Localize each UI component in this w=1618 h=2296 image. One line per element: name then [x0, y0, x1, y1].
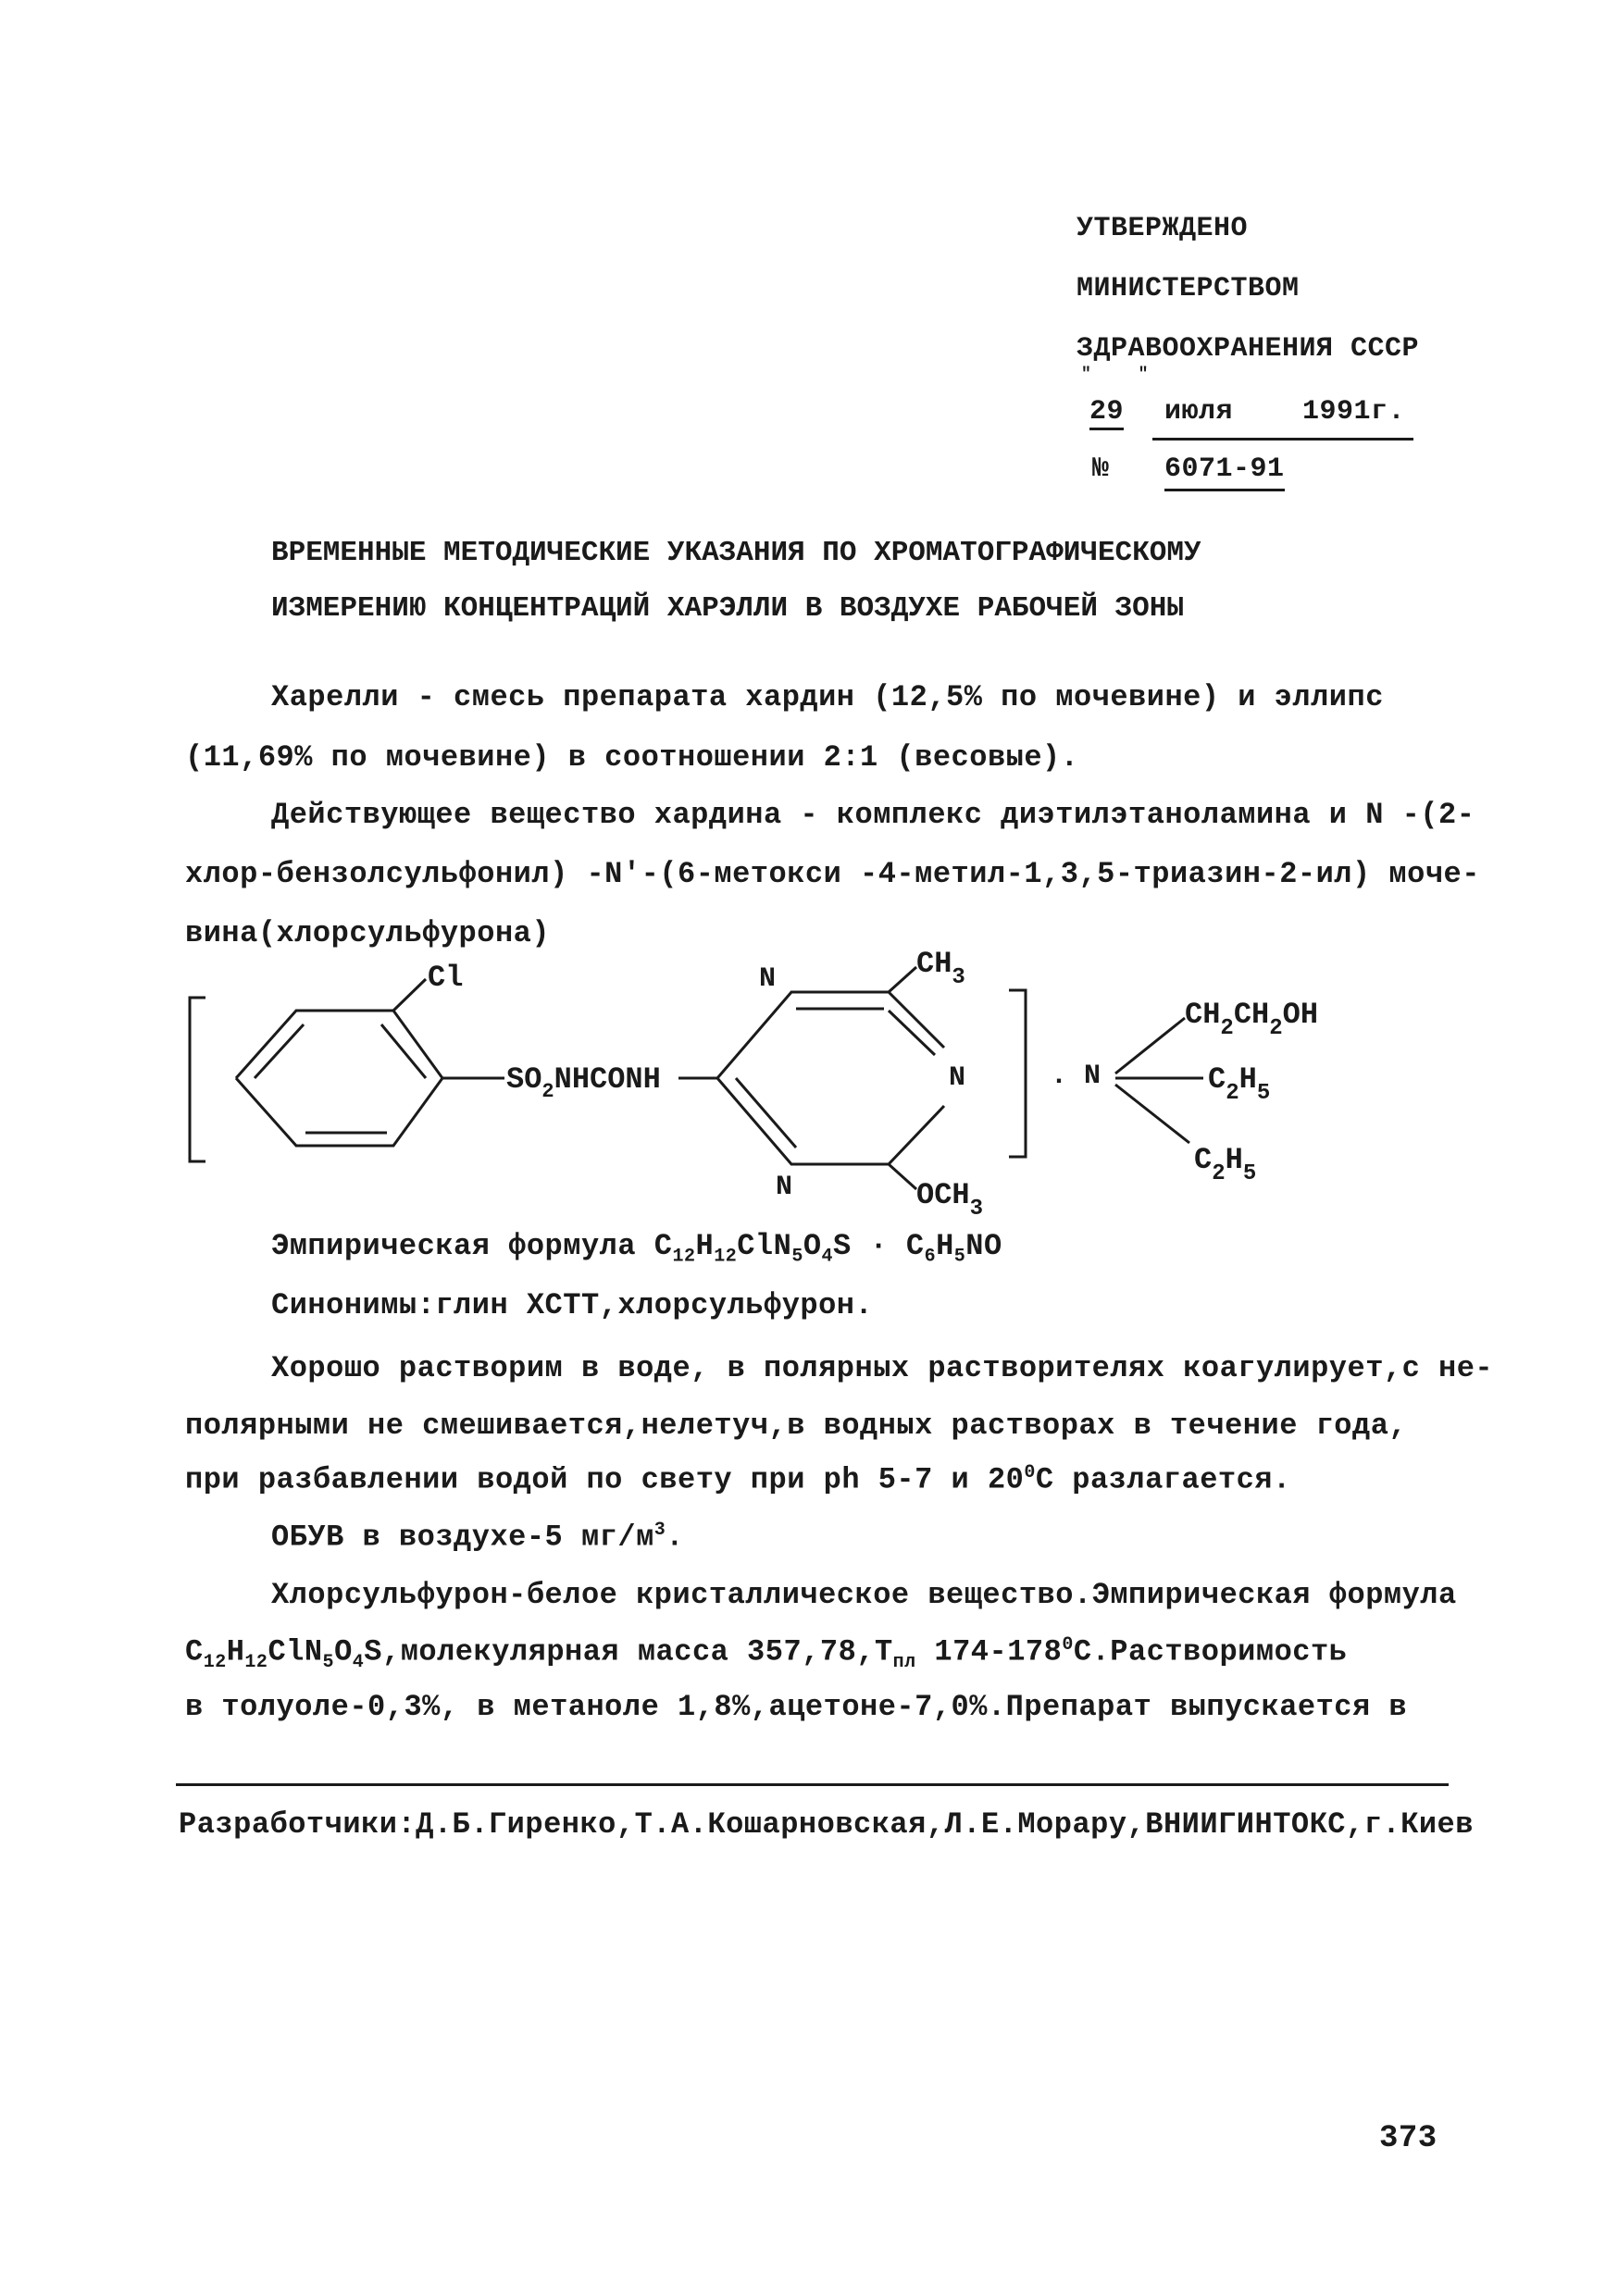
page-number: 373 — [1379, 2121, 1438, 2156]
para1-line-2: (11,69% по мочевине) в соотношении 2:1 (весовые). — [185, 740, 1079, 775]
para4-line-3: в толуоле-0,3%, в метаноле 1,8%,ацетоне-7,0%.Препарат выпускается в — [185, 1690, 1408, 1724]
approval-line-3: ЗДРАВООХРАНЕНИЯ СССР — [1077, 333, 1420, 365]
obuv-line: ОБУВ в воздухе-5 $мг/м^3$. — [271, 1520, 684, 1555]
ethanol-label: $CH_2CH_2OH$ — [1185, 998, 1319, 1041]
developers: Разработчики:Д.Б.Гиренко,Т.А.Кошарновская,Л.Е.Морару,ВНИИГИНТОКС,г.Киев — [179, 1807, 1474, 1842]
right-bracket — [1009, 990, 1026, 1157]
approval-line-2: МИНИСТЕРСТВОМ — [1077, 273, 1300, 304]
para4-line-2: $C_{12}H_{12}ClN_5O_4S,молекулярная$ масса $357,78,Т_{пл}$ $174-178^0С.Растворимость$ — [185, 1634, 1348, 1674]
synonyms: Синонимы:глин ХСТТ,хлорсульфурон. — [271, 1288, 874, 1322]
para4-line-1: Хлорсульфурон-белое кристаллическое вещество.Эмпирическая формула — [271, 1578, 1457, 1612]
ch3-label: $CH_3$ — [916, 947, 965, 990]
dot-n-label: . N — [1051, 1061, 1101, 1092]
para2-line-2: хлор-бензолсульфонил) -N'-(6-метокси -4-метил-1,3,5-триазин-2-ил) моче- — [185, 857, 1480, 891]
title-line-1: ВРЕМЕННЫЕ МЕТОДИЧЕСКИЕ УКАЗАНИЯ ПО ХРОМАТОГРАФИЧЕСКОМУ — [271, 537, 1201, 569]
triazine-ring — [717, 992, 944, 1078]
approval-line-1: УТВЕРЖДЕНО — [1077, 213, 1249, 244]
footnote-rule — [176, 1783, 1449, 1786]
n-top: N — [759, 963, 777, 995]
n-right: N — [949, 1062, 966, 1094]
ethyl-label-2: $C_2H_5$ — [1194, 1143, 1257, 1186]
approval-quotes: " " — [1081, 366, 1167, 384]
para2-line-3: вина(хлорсульфурона) — [185, 916, 551, 950]
cl-bond — [393, 979, 426, 1011]
left-bracket — [190, 998, 205, 1161]
title-line-2: ИЗМЕРЕНИЮ КОНЦЕНТРАЦИЙ ХАРЭЛЛИ В ВОЗДУХЕ РАБОЧЕЙ ЗОНЫ — [271, 592, 1184, 625]
och3-label: $OCH_3$ — [916, 1178, 984, 1222]
para2-line-1: Действующее вещество хардина - комплекс диэтилэтаноламина и N -(2- — [271, 798, 1475, 832]
benzene-ring — [236, 1011, 442, 1146]
empirical-formula: Эмпирическая формула $C_{12}H_{12}ClN_5O_4S \cdot C_6H_5NO$ — [271, 1229, 1002, 1268]
para3-line-1: Хорошо растворим в воде, в полярных растворителях коагулирует,с не- — [271, 1351, 1494, 1385]
linker-label: $SO_2NHCONH$ — [506, 1062, 661, 1103]
approval-year: 1991г. — [1302, 396, 1406, 428]
n-bottom: N — [776, 1172, 793, 1203]
approval-number: 6071-91 — [1164, 453, 1285, 491]
approval-day: 29 — [1089, 396, 1124, 430]
para1-line-1: Харелли - смесь препарата хардин (12,5% по мочевине) и эллипс — [271, 680, 1384, 714]
ethyl-label-1: $C_2H_5$ — [1208, 1062, 1271, 1106]
para3-line-2: полярными не смешивается,нелетуч,в водных растворах в течение года, — [185, 1409, 1408, 1443]
cl-label: Cl — [428, 961, 464, 995]
approval-month: июля — [1164, 396, 1234, 428]
approval-number-sign: № — [1092, 453, 1110, 485]
para3-line-3: при разбавлении водой по свету при ph 5-7 и $20^0С$ разлагается. — [185, 1462, 1291, 1497]
